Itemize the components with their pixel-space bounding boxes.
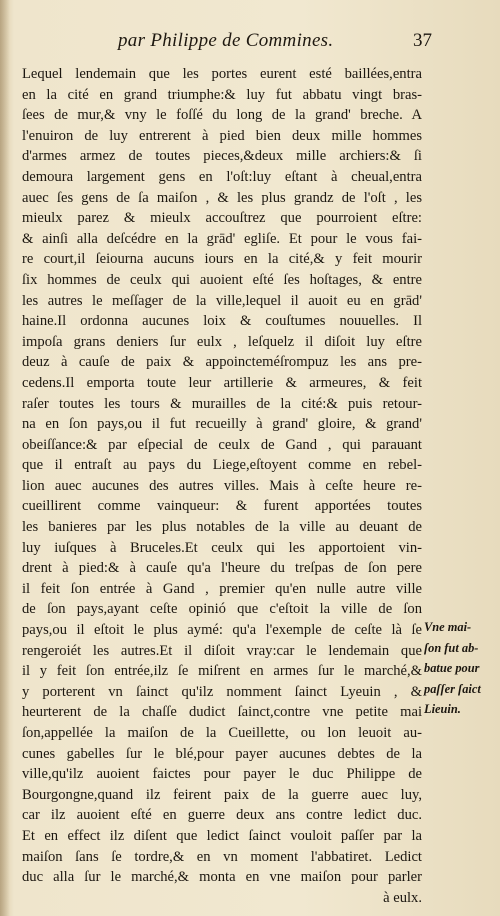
text-line: rengeroiét les autres.Et il diſoit vray:car le lendemain que (22, 642, 422, 659)
text-line: de ſon pays,ayant ceſte opinió que c'eſtoit la ville de ſon (22, 601, 422, 618)
text-line: que il entraſt au pays du Liege,eſtoyent comme en rebel- (22, 457, 422, 474)
running-title: par Philippe de Commines. (118, 30, 334, 51)
text-line: ſon,appellée la maiſon de la Cueillette, ou lon leuoit au- (22, 725, 422, 741)
text-line: obeiſſance:& par eſpecial de ceulx de Gand , qui parauant (22, 436, 422, 453)
body-text (22, 64, 422, 908)
text-line: drent à pied:& à cauſe qu'a l'heure du treſpas de ſon pere (22, 560, 422, 577)
text-line: duc alla ſur le marché,& monta en vne maiſon pour parler (22, 869, 422, 886)
text-line: les banieres par les plus notables de la ville au deuant de (22, 519, 422, 536)
text-line: cueillirent comme vainqueur: & furent apportées toutes (22, 498, 422, 515)
text-line: il feit ſon entrée à Gand , premier qu'en nulle autre ville (22, 580, 422, 597)
text-line: re court,il ſeiourna aucuns iours en la cité,& y feit mourir (22, 251, 422, 268)
text-line: na en ſon pays,ou il fut recueilly à grand' gloire, & grand' (22, 416, 422, 433)
text-line: raſer toutes les tours & murailles de la cité:& puis retour- (22, 395, 422, 412)
text-line: d'armes armez de toutes pieces,&deux mille archiers:& ſi (22, 148, 422, 165)
text-line: Bourgongne,quand ilz feirent paix de la guerre auec luy, (22, 786, 422, 803)
margin-note-line: Lieuin. (424, 702, 461, 717)
gutter-shadow (0, 0, 10, 916)
text-line: les autres le meſſager de la ville,lequel il auoit eu en grād' (22, 292, 422, 309)
text-line: ſees de mur,& vny le foſſé du long de la grand' breche. A (22, 107, 422, 124)
margin-note-line: batue pour (424, 661, 480, 676)
text-line: l'enuiron de luy entrerent à pied bien deux mille hommes (22, 127, 422, 144)
text-line: y porterent vn ſainct qu'ilz nomment ſainct Lyeuin , & (22, 683, 422, 700)
text-line: deuz à cauſe de paix & appoincteméſrompuz les ans pre- (22, 354, 422, 371)
margin-note-line: paſſer ſaict (424, 681, 481, 696)
text-line: heurterent de la chaſſe dudict ſainct,contre vne petite mai (22, 704, 422, 721)
text-line: & ainſi alla deſcédre en la grād' egliſe. Et pour le vous fai- (22, 230, 422, 247)
text-line: il y feit ſon entrée,ilz ſe miſrent en armes ſur le marché,& (22, 663, 422, 680)
text-line: mieulx parez & mieulx accouſtrez que pourroient eſtre: (22, 210, 422, 227)
margin-note (424, 617, 500, 720)
text-line: ville,qu'ilz auoient faictes pour payer le duc Philippe de (22, 766, 422, 783)
text-line: car ilz auoient eſté en guerre deux ans contre ledict duc. (22, 807, 422, 824)
text-line: impoſa grans deniers ſur eulx , leſquelz il diſoit luy eſtre (22, 333, 422, 350)
text-line: luy iuſques à Bruceles.Et ceulx qui les apportoient vin- (22, 539, 422, 556)
page-number: 37 (413, 30, 432, 51)
text-line: pays,ou il eſtoit le plus aymé: qu'a l'exemple de ceſte là ſe (22, 622, 422, 639)
text-line: demoura largement gens en l'oſt:luy eſtant à cheual,entra (22, 168, 422, 185)
text-line: Lequel lendemain que les portes eurent esté baillées,entra (22, 66, 422, 82)
text-line: cunes gabelles ſur le blé,pour payer aucunes debtes de la (22, 745, 422, 762)
margin-note-line: ſon fut ab- (424, 640, 479, 655)
margin-note-line: Vne mai- (424, 620, 472, 634)
text-line: à eulx. (383, 889, 422, 906)
text-line: cedens.Il emporta toute leur artillerie & armeures, & feit (22, 374, 422, 391)
text-line: maiſon ſans ſe tordre,& en vn moment l'abbatiret. Ledict (22, 848, 422, 865)
text-line: haine.Il ordonna aucunes loix & couſtumes nouuelles. Il (22, 313, 422, 330)
text-line: lion auec aucunes des autres villes. Mais à ceſte heure re- (22, 477, 422, 494)
text-line: Et en effect ilz diſent que ledict ſainct vouloit paſſer par la (22, 827, 422, 844)
text-line: ſix hommes de ceulx qui auoient eſté ſes hoſtages, & entre (22, 271, 422, 288)
page-header (118, 30, 432, 54)
text-line: auec ſes gens de ſa maiſon , & les plus grandz de l'oſt , les (22, 189, 422, 206)
text-line: en la cité en grand triumphe:& luy fut abbatu vingt bras- (22, 86, 422, 103)
